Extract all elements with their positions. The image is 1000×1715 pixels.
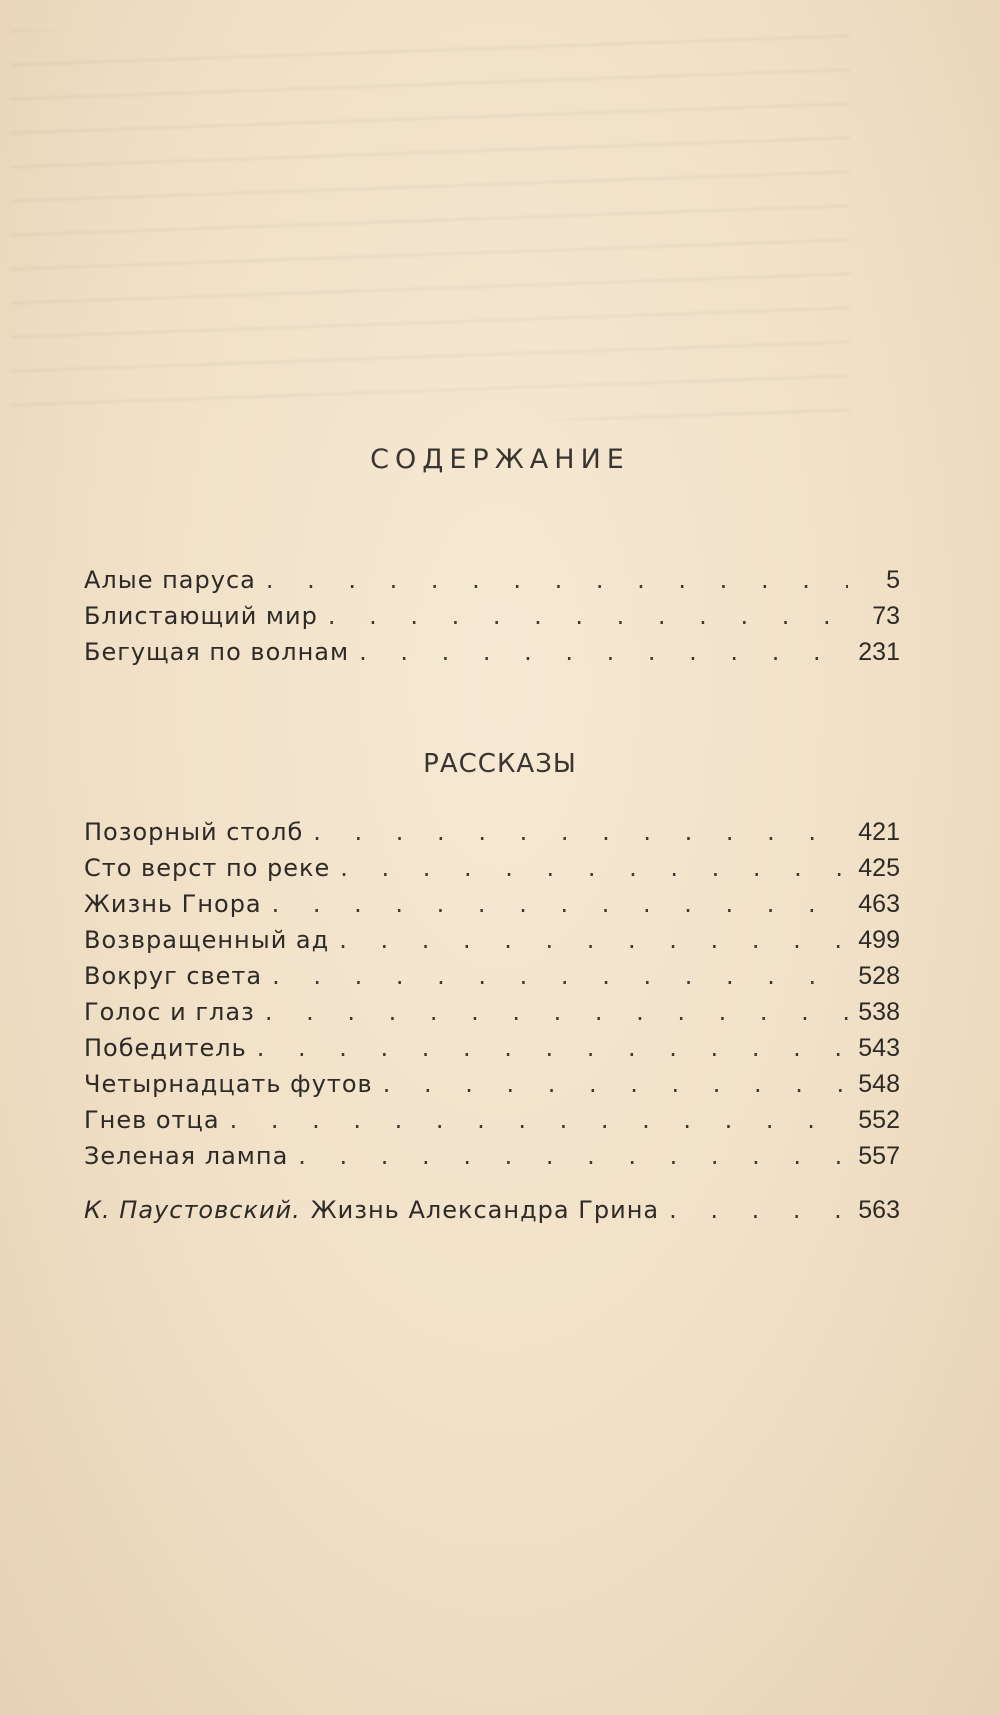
toc-entry-page: 538 bbox=[858, 998, 900, 1026]
toc-entry-title: Голос и глаз bbox=[84, 998, 255, 1026]
toc-entry[interactable] bbox=[84, 602, 900, 638]
afterword-title-block bbox=[84, 1196, 669, 1224]
toc-entry[interactable] bbox=[84, 890, 900, 926]
leader-dots bbox=[272, 890, 848, 918]
toc-entry[interactable] bbox=[84, 1106, 900, 1142]
toc-entry-page: 231 bbox=[858, 638, 900, 666]
bleed-through-text bbox=[10, 30, 850, 420]
leader-dots bbox=[328, 602, 848, 630]
leader-dots bbox=[340, 854, 848, 882]
afterword-entry-wrap bbox=[84, 1196, 900, 1232]
toc-entry-page: 463 bbox=[858, 890, 900, 918]
toc-entry-title: Позорный столб bbox=[84, 818, 304, 846]
toc-entry-page: 557 bbox=[858, 1142, 900, 1170]
afterword-page: 563 bbox=[858, 1196, 900, 1224]
leader-dots bbox=[669, 1196, 848, 1224]
toc-entry[interactable] bbox=[84, 566, 900, 602]
toc-entry-title: Сто верст по реке bbox=[84, 854, 331, 882]
leader-dots bbox=[230, 1106, 848, 1134]
leader-dots bbox=[359, 638, 848, 666]
leader-dots bbox=[298, 1142, 848, 1170]
afterword-title: Жизнь Александра Грина bbox=[310, 1196, 660, 1224]
toc-entry-title: Возвращенный ад bbox=[84, 926, 330, 954]
leader-dots bbox=[339, 926, 848, 954]
novels-list bbox=[84, 566, 900, 674]
toc-entry-page: 548 bbox=[858, 1070, 900, 1098]
toc-entry-page: 552 bbox=[858, 1106, 900, 1134]
afterword-entry[interactable] bbox=[84, 1196, 900, 1232]
toc-entry-title: Блистающий мир bbox=[84, 602, 318, 630]
contents-heading: СОДЕРЖАНИЕ bbox=[370, 444, 630, 475]
toc-entry-title: Победитель bbox=[84, 1034, 247, 1062]
toc-entry-page: 528 bbox=[858, 962, 900, 990]
toc-entry-page: 5 bbox=[886, 566, 900, 594]
toc-entry-title: Зеленая лампа bbox=[84, 1142, 289, 1170]
toc-entry[interactable] bbox=[84, 854, 900, 890]
toc-entry[interactable] bbox=[84, 926, 900, 962]
toc-entry-title: Четырнадцать футов bbox=[84, 1070, 373, 1098]
afterword-author: К. Паустовский. bbox=[84, 1196, 301, 1224]
leader-dots bbox=[266, 566, 848, 594]
toc-entry[interactable] bbox=[84, 1142, 900, 1178]
toc-entry[interactable] bbox=[84, 1070, 900, 1106]
toc-entry-page: 425 bbox=[858, 854, 900, 882]
toc-entry[interactable] bbox=[84, 998, 900, 1034]
leader-dots bbox=[383, 1070, 848, 1098]
leader-dots bbox=[313, 818, 848, 846]
leader-dots bbox=[265, 998, 848, 1026]
toc-entry-title: Алые паруса bbox=[84, 566, 256, 594]
toc-entry-page: 499 bbox=[858, 926, 900, 954]
toc-entry[interactable] bbox=[84, 818, 900, 854]
leader-dots bbox=[272, 962, 848, 990]
toc-entry[interactable] bbox=[84, 638, 900, 674]
toc-entry-page: 543 bbox=[858, 1034, 900, 1062]
stories-heading: РАССКАЗЫ bbox=[423, 749, 577, 779]
toc-entry-page: 421 bbox=[858, 818, 900, 846]
stories-list bbox=[84, 818, 900, 1178]
toc-entry-page: 73 bbox=[872, 602, 900, 630]
toc-entry-title: Бегущая по волнам bbox=[84, 638, 350, 666]
toc-entry-title: Вокруг света bbox=[84, 962, 263, 990]
toc-entry-title: Гнев отца bbox=[84, 1106, 220, 1134]
toc-entry[interactable] bbox=[84, 1034, 900, 1070]
toc-entry-title: Жизнь Гнора bbox=[84, 890, 262, 918]
toc-entry[interactable] bbox=[84, 962, 900, 998]
leader-dots bbox=[257, 1034, 848, 1062]
